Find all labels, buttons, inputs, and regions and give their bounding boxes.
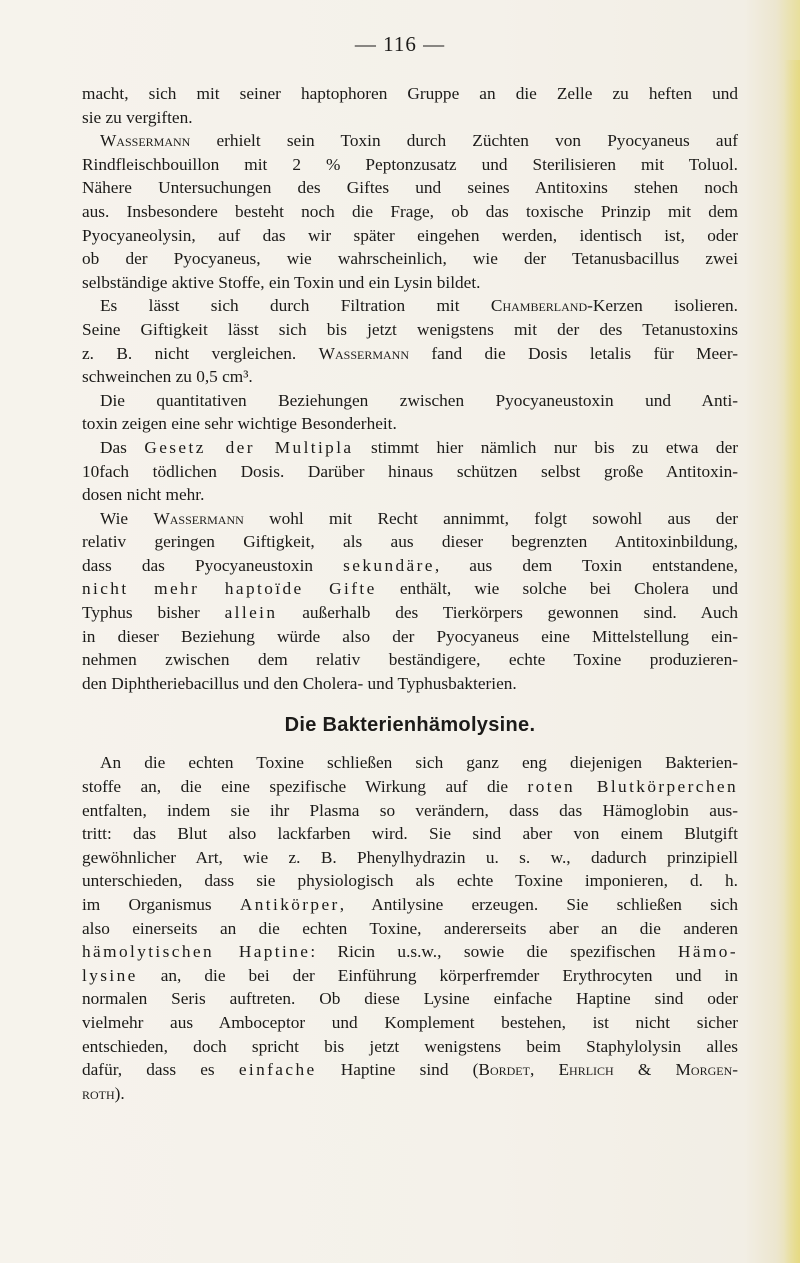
spaced-emphasis: allein: [224, 603, 278, 623]
text-segment: : Ricin u.s.w., sowie die spezifischen: [310, 942, 678, 962]
text-line: dosen nicht mehr.: [82, 485, 205, 505]
author-name: Wassermann: [318, 343, 409, 363]
author-name: Wassermann: [100, 131, 191, 151]
text-segment: &: [613, 1060, 676, 1080]
text-line: 10fach tödlichen Dosis. Darüber hinaus schützen selbst große Antitoxin-: [82, 461, 738, 481]
text-segment: erhielt sein Toxin durch Züchten von Pyocyaneus auf: [190, 131, 738, 151]
text-line: [82, 1082, 738, 1106]
text-segment: , aus dem Toxin entstandene,: [434, 555, 738, 575]
text-line: sie zu vergiften.: [82, 107, 193, 127]
author-name: Ehrlich: [558, 1060, 614, 1080]
text-line: schweinchen zu 0,5 cm³.: [82, 367, 253, 387]
spaced-emphasis: lysine: [82, 965, 138, 985]
text-line: also einerseits an die echten Toxine, andererseits aber an die anderen: [82, 918, 738, 938]
text-segment: an, die bei der Einführung körperfremder Erythrocyten und in: [137, 965, 738, 985]
text-line: [82, 554, 738, 578]
spaced-emphasis: nicht mehr haptoïde Gifte: [82, 579, 377, 599]
text-segment: , Antilysine erzeugen. Sie schließen sich: [339, 895, 738, 914]
text-line: Pyocyaneolysin, auf das wir später eingehen werden, identisch ist, oder: [82, 225, 738, 245]
text-line: nehmen zwischen dem relativ beständigere, echte Toxine produzieren-: [82, 650, 738, 670]
page-number: — 116 —: [354, 32, 446, 56]
text-line: [82, 775, 738, 799]
text-line: [82, 129, 738, 153]
text-segment: Haptine sind (: [316, 1060, 479, 1080]
text-line: entschieden, doch spricht bis jetzt wenigstens beim Staphylolysin alles: [82, 1036, 738, 1056]
author-name: roth: [82, 1083, 115, 1103]
author-name: Bordet: [478, 1060, 530, 1080]
text-segment: stoffe an, die eine spezifische Wirkung auf die: [82, 777, 528, 797]
spaced-emphasis: einfache: [238, 1060, 317, 1080]
text-segment: ,: [529, 1060, 559, 1080]
text-line: tritt: das Blut also lackfarben wird. Sie sind aber von einem Blutgift: [82, 824, 738, 844]
text-line: entfalten, indem sie ihr Plasma so verändern, dass das Hämoglobin aus-: [82, 800, 738, 820]
spaced-emphasis: hämolytischen Haptine: [82, 942, 311, 962]
text-line: in dieser Beziehung würde also der Pyocyaneus eine Mittelstellung ein-: [82, 626, 738, 646]
text-line: An die echten Toxine schließen sich ganz eng diejenigen Bakterien-: [100, 753, 738, 773]
text-line: [82, 940, 738, 964]
spaced-emphasis: sekundäre: [343, 555, 435, 575]
spaced-emphasis: Gesetz der Multipla: [144, 437, 354, 457]
body-text: [82, 82, 738, 1105]
author-name: Morgen-: [675, 1060, 738, 1080]
text-segment: im Organismus: [82, 895, 240, 914]
text-line: relativ geringen Giftigkeit, als aus dieser begrenzten Antitoxinbildung,: [82, 532, 738, 552]
text-line: [82, 342, 738, 366]
text-line: unterschieden, dass sie physiologisch als echte Toxine imponieren, d. h.: [82, 871, 738, 891]
text-segment: -Kerzen isolieren.: [587, 296, 738, 316]
text-segment: Das: [100, 437, 145, 457]
text-line: selbständige aktive Stoffe, ein Toxin und ein Lysin bildet.: [82, 272, 481, 292]
text-segment: enthält, wie solche bei Cholera und: [376, 579, 738, 599]
text-segment: Typhus bisher: [82, 603, 225, 623]
spaced-emphasis: roten Blutkörperchen: [527, 777, 738, 797]
text-segment: ).: [114, 1083, 125, 1103]
author-name: Wassermann: [153, 508, 244, 528]
spaced-emphasis: Hämo-: [678, 942, 738, 962]
text-line: den Diphtheriebacillus und den Cholera- und Typhusbakterien.: [82, 673, 517, 693]
text-segment: Es lässt sich durch Filtration mit: [100, 296, 491, 316]
text-line: Rindfleischbouillon mit 2 % Peptonzusatz und Sterilisieren mit Toluol.: [82, 154, 738, 174]
text-line: gewöhnlicher Art, wie z. B. Phenylhydrazin u. s. w., dadurch prinzipiell: [82, 847, 738, 867]
text-line: [82, 1058, 738, 1082]
text-line: aus. Insbesondere besteht noch die Frage, ob das toxische Prinzip mit dem: [82, 201, 738, 221]
text-line: [82, 577, 738, 601]
text-segment: außerhalb des Tierkörpers gewonnen sind. Auch: [277, 603, 739, 623]
text-line: ob der Pyocyaneus, wie wahrscheinlich, wie der Tetanusbacillus zwei: [82, 249, 738, 269]
text-line: vielmehr aus Amboceptor und Komplement bestehen, ist nicht sicher: [82, 1012, 738, 1032]
text-line: [82, 893, 738, 917]
text-segment: Wie: [100, 508, 154, 528]
text-line: [82, 964, 738, 988]
text-segment: stimmt hier nämlich nur bis zu etwa der: [353, 437, 738, 457]
text-segment: fand die Dosis letalis für Meer-: [409, 343, 738, 363]
text-segment: z. B. nicht vergleichen.: [82, 343, 319, 363]
text-line: Nähere Untersuchungen des Giftes und seines Antitoxins stehen noch: [82, 178, 738, 198]
text-line: Die quantitativen Beziehungen zwischen Pyocyaneustoxin und Anti-: [100, 390, 738, 410]
text-segment: wohl mit Recht annimmt, folgt sowohl aus der: [243, 508, 738, 528]
spaced-emphasis: Antikörper: [239, 895, 340, 914]
text-line: [82, 294, 738, 318]
page-edge-discoloration: [784, 60, 800, 1263]
text-line: macht, sich mit seiner haptophoren Gruppe an die Zelle zu heften und: [82, 84, 738, 103]
text-line: [82, 436, 738, 460]
author-name: Chamberland: [490, 296, 588, 316]
text-line: toxin zeigen eine sehr wichtige Besonderheit.: [82, 414, 397, 434]
text-segment: dafür, dass es: [82, 1060, 239, 1080]
text-line: [82, 601, 738, 625]
section-heading: Die Bakterienhämolysine.: [284, 714, 536, 737]
text-line: Seine Giftigkeit lässt sich bis jetzt wenigstens mit der des Tetanustoxins: [82, 319, 738, 339]
text-line: [82, 507, 738, 531]
text-line: normalen Seris auftreten. Ob diese Lysine einfache Haptine sind oder: [82, 989, 738, 1009]
text-segment: dass das Pyocyaneustoxin: [82, 555, 344, 575]
